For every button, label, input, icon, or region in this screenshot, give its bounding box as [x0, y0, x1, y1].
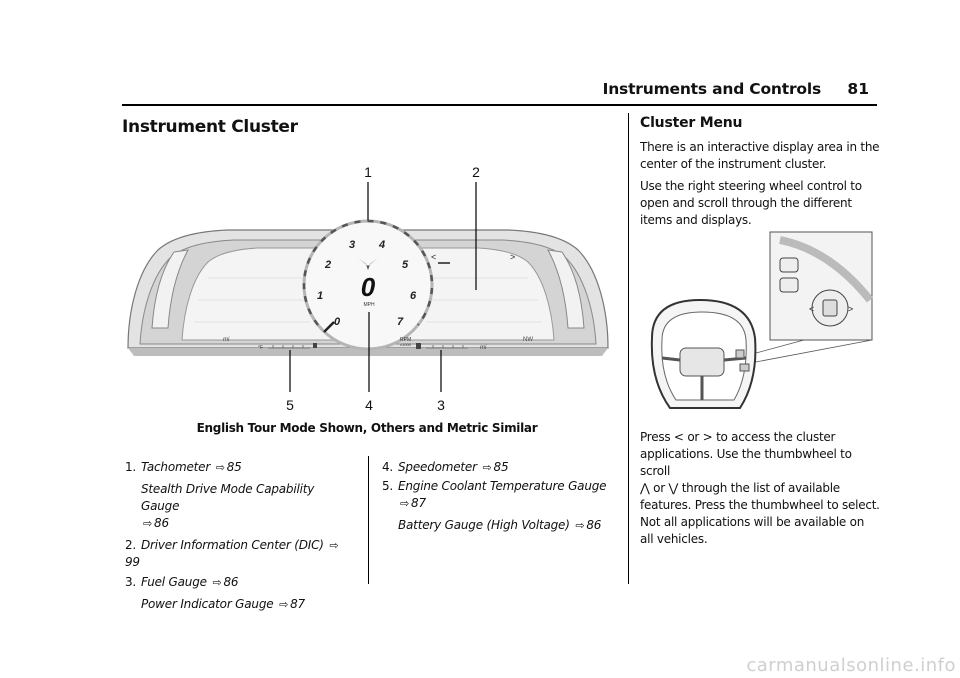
legend-item: 1. Tachometer ⇨ 85: [125, 460, 242, 474]
chevron-left-icon: <: [673, 430, 684, 444]
chevron-up-icon: ⋀: [640, 481, 650, 495]
tach-digit-2: 2: [324, 259, 332, 271]
header-rule: [122, 104, 877, 106]
paragraph-2: Use the right steering wheel control to open and scroll through the different items and displays.: [640, 179, 862, 227]
legend-item: Stealth Drive Mode Capability Gauge ⇨ 86: [141, 482, 315, 530]
callout-3: 3: [437, 397, 445, 413]
rpm-label: RPM: [400, 337, 412, 343]
odometer-unit-right: mi: [480, 345, 487, 351]
page-column-divider: [628, 113, 629, 584]
callout-5: 5: [286, 397, 294, 413]
svg-text:<: <: [809, 304, 815, 314]
column-divider: [368, 456, 369, 584]
tach-digit-4: 4: [378, 239, 386, 251]
tach-digit-1: 1: [316, 290, 324, 302]
watermark: carmanualsonline.info: [746, 655, 956, 676]
dic-nav-right: >: [510, 252, 516, 262]
page-number: 81: [847, 80, 869, 98]
instrument-cluster-figure: [118, 160, 618, 420]
legend-item: 5. Engine Coolant Temperature Gauge ⇨ 87: [382, 479, 607, 510]
legend-item: 2. Driver Information Center (DIC) ⇨99: [125, 538, 339, 569]
tach-digit-5: 5: [401, 259, 409, 271]
paragraph-3: Press < or > to access the cluster applications. Use the thumbwheel to scroll ⋀ or ⋁ through the list of available features. Press the thumbwheel to select. Not all applications will be available on all vehicles.: [640, 430, 880, 546]
compass-heading: NW: [523, 337, 533, 343]
tach-digit-7: 7: [396, 316, 404, 328]
section-title: Instrument Cluster: [122, 117, 298, 137]
paragraph-1: There is an interactive display area in the center of the instrument cluster.: [640, 140, 880, 171]
legend-list-col1: [125, 459, 355, 613]
rpm-scale: x1000: [400, 342, 411, 347]
callout-4: 4: [365, 397, 373, 413]
legend-item: Battery Gauge (High Voltage) ⇨ 86: [398, 518, 602, 532]
odometer-unit-left: mi: [223, 337, 230, 343]
dic-nav-left: <: [431, 252, 437, 262]
callout-1: 1: [364, 164, 372, 180]
steering-wheel-figure: [640, 230, 876, 418]
chevron-right-icon: >: [702, 430, 713, 444]
running-header-section: Instruments and Controls: [602, 80, 821, 98]
legend-item: Power Indicator Gauge ⇨ 87: [141, 597, 305, 611]
tach-digit-6: 6: [409, 290, 417, 302]
legend-list-col2: [382, 459, 612, 534]
speed-unit: MPH: [363, 302, 375, 308]
svg-text:>: >: [848, 304, 854, 314]
tach-digit-0: 0: [333, 316, 341, 328]
legend-item: 4. Speedometer ⇨ 85: [382, 460, 509, 474]
tach-digit-3: 3: [348, 239, 356, 251]
cluster-menu-heading: Cluster Menu: [640, 115, 743, 131]
chevron-down-icon: ⋁: [668, 481, 679, 495]
figure-caption: English Tour Mode Shown, Others and Metric Similar: [196, 421, 538, 435]
temp-unit: °F: [258, 345, 264, 351]
callout-2: 2: [472, 164, 480, 180]
speed-readout: 0: [360, 272, 376, 302]
legend-item: 3. Fuel Gauge ⇨ 86: [125, 575, 239, 589]
